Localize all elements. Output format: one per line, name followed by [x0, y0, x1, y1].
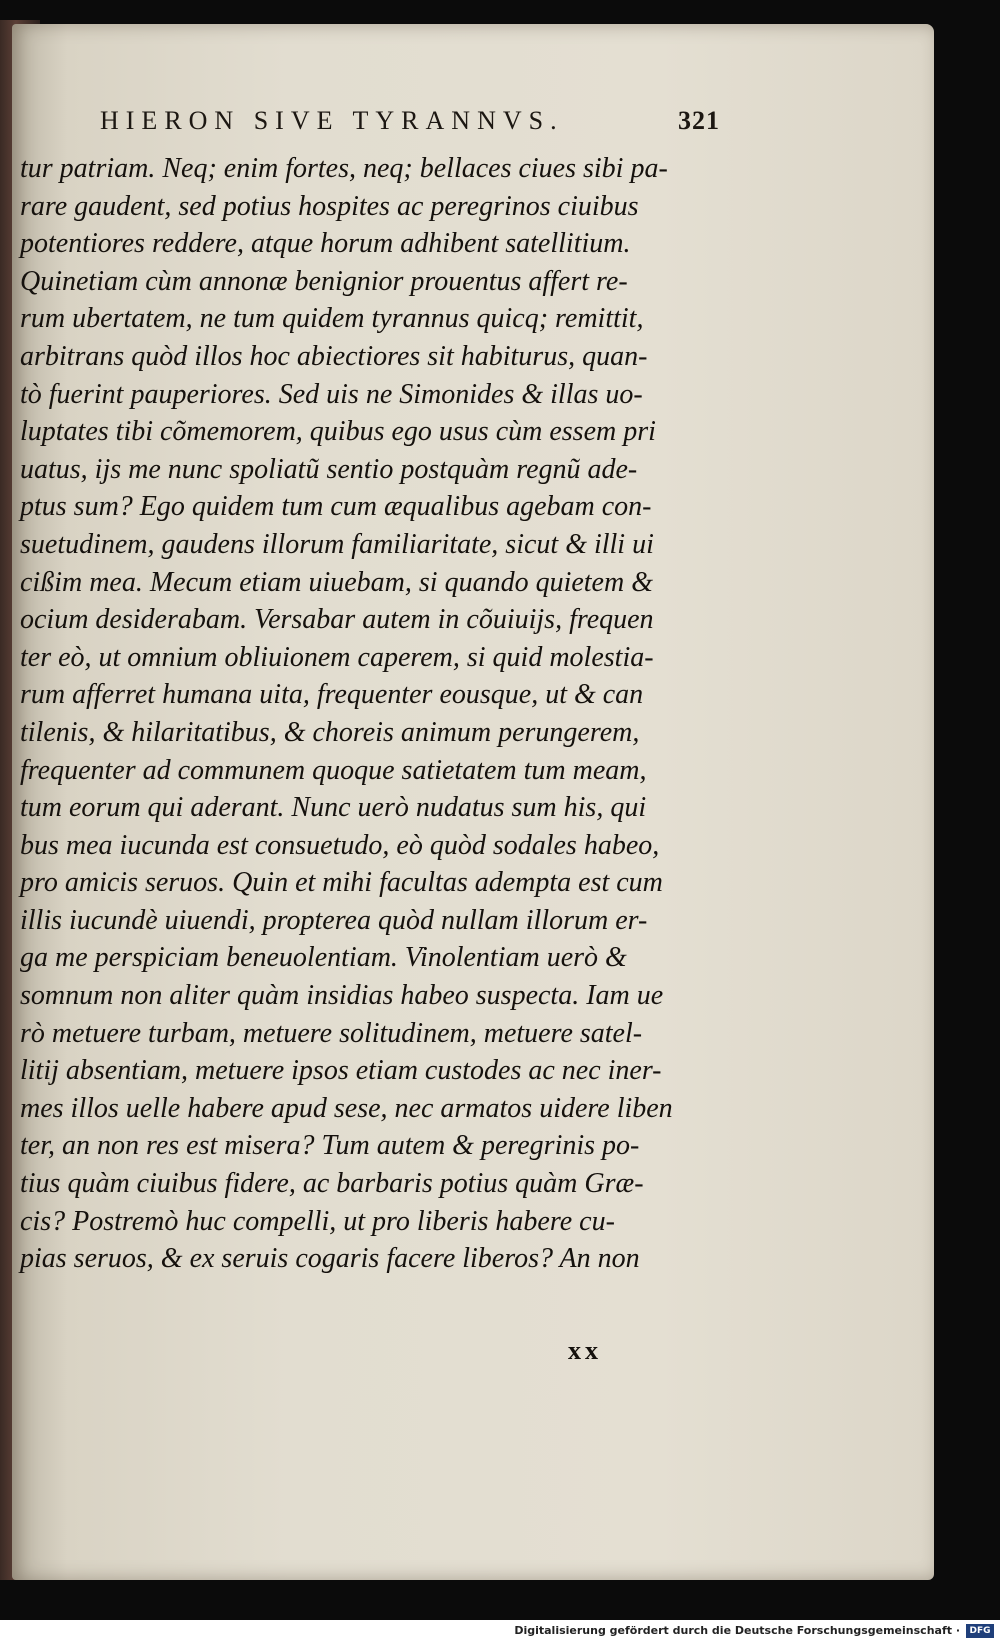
running-head	[100, 106, 720, 146]
text-line: ga me perspiciam beneuolentiam. Vinolentiam uerò &	[20, 942, 627, 974]
page-number: 321	[678, 106, 720, 135]
text-line: arbitrans quòd illos hoc abiectiores sit habiturus, quan-	[20, 340, 648, 372]
text-line: rare gaudent, sed potius hospites ac peregrinos ciuibus	[20, 190, 639, 222]
text-line: ter eò, ut omnium obliuionem caperem, si quid molestia-	[20, 641, 654, 673]
text-line: litij absentiam, metuere ipsos etiam custodes ac nec iner-	[20, 1055, 662, 1087]
text-line: potentiores reddere, atque horum adhibent satellitium.	[20, 228, 631, 260]
text-line: mes illos uelle habere apud sese, nec armatos uidere liben	[20, 1092, 673, 1124]
text-line: suetudinem, gaudens illorum familiaritate, sicut & illi ui	[20, 528, 654, 560]
text-line: ptus sum? Ego quidem tum cum æqualibus agebam con-	[20, 491, 652, 523]
text-line: uatus, ijs me nunc spoliatũ sentio postquàm regnũ ade-	[20, 453, 638, 485]
text-line: tilenis, & hilaritatibus, & choreis animum perungerem,	[20, 716, 640, 748]
body-text	[20, 150, 710, 1278]
funding-credit: Digitalisierung gefördert durch die Deutsche Forschungsgemeinschaft ·	[514, 1624, 960, 1637]
text-line: frequenter ad communem quoque satietatem tum meam,	[20, 754, 647, 786]
text-line: ocium desiderabam. Versabar autem in cõuiuijs, frequen	[20, 604, 654, 636]
text-line: tò fuerint pauperiores. Sed uis ne Simonides & illas uo-	[20, 378, 643, 410]
text-line: rum afferret humana uita, frequenter eousque, ut & can	[20, 679, 644, 711]
text-line: tur patriam. Neq; enim fortes, neq; bellaces ciues sibi pa-	[20, 153, 668, 184]
text-line: cißim mea. Mecum etiam uiuebam, si quando quietem &	[20, 566, 653, 598]
text-line: ter, an non res est misera? Tum autem & peregrinis po-	[20, 1130, 640, 1162]
text-line: Quinetiam cùm annonæ benignior prouentus affert re-	[20, 265, 628, 297]
text-line: somnum non aliter quàm insidias habeo suspecta. Iam ue	[20, 980, 664, 1012]
signature-mark: xx	[568, 1336, 602, 1365]
dfg-logo: DFG	[966, 1624, 994, 1638]
text-line: rò metuere turbam, metuere solitudinem, metuere satel-	[20, 1017, 643, 1049]
text-line: illis iucundè uiuendi, propterea quòd nullam illorum er-	[20, 904, 648, 936]
text-line: tum eorum qui aderant. Nunc uerò nudatus sum his, qui	[20, 792, 647, 824]
text-line: cis? Postremò huc compelli, ut pro liberis habere cu-	[20, 1205, 615, 1237]
text-line: tius quàm ciuibus fidere, ac barbaris potius quàm Græ-	[20, 1168, 644, 1200]
running-head-title: HIERON SIVE TYRANNVS.	[100, 106, 564, 135]
text-line: pro amicis seruos. Quin et mihi facultas adempta est cum	[20, 867, 663, 899]
text-line: pias seruos, & ex seruis cogaris facere liberos? An non	[20, 1243, 640, 1275]
text-line: bus mea iucunda est consuetudo, eò quòd sodales habeo,	[20, 829, 660, 861]
text-line: rum ubertatem, ne tum quidem tyrannus quicq; remittit,	[20, 303, 644, 335]
text-line: luptates tibi cõmemorem, quibus ego usus cùm essem pri	[20, 416, 656, 448]
